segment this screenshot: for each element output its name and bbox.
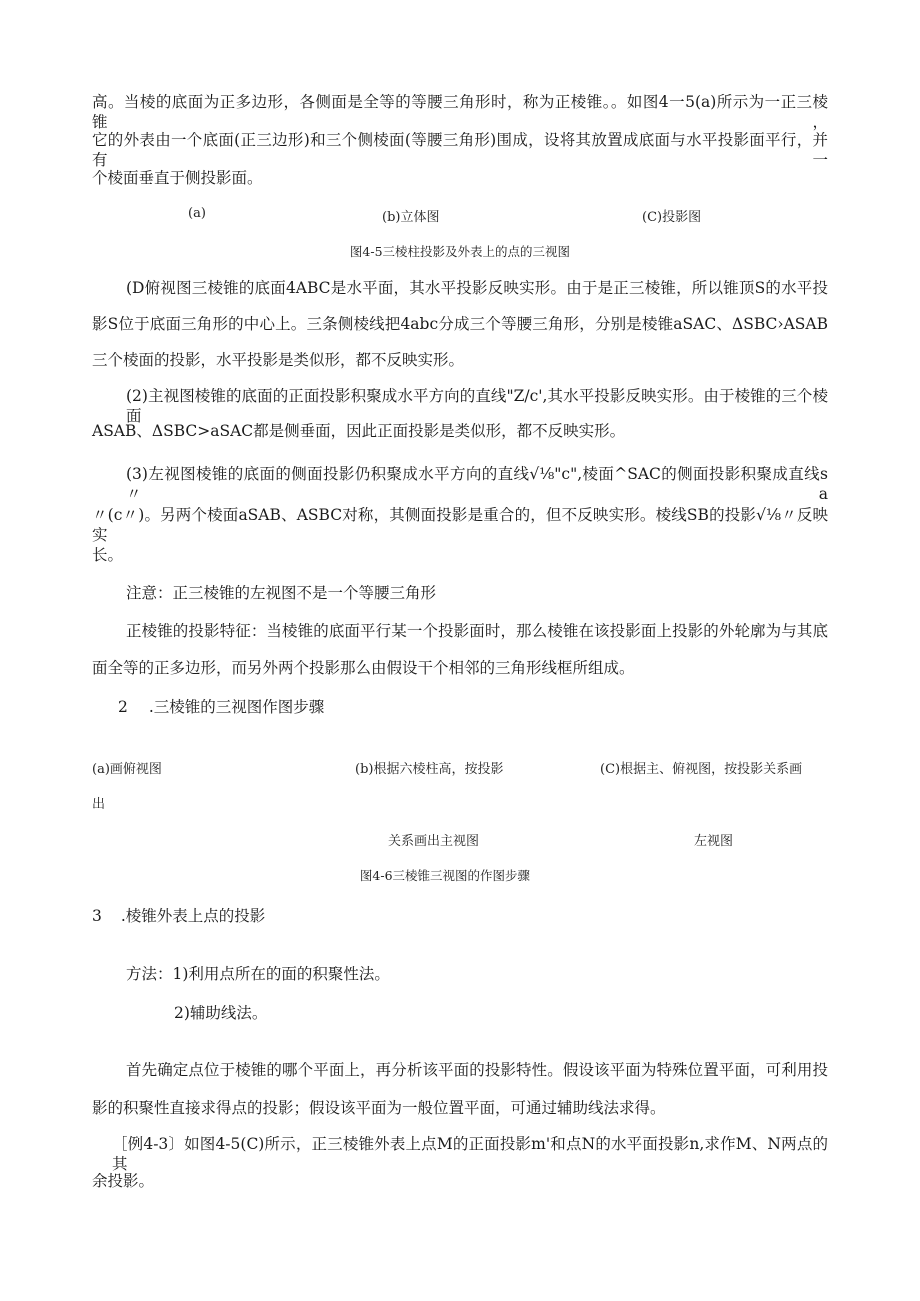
paragraph-3-line-1: (2)主视图棱锥的底面的正面投影积聚成水平方向的直线"Z/c',其水平投影反映实形。由于棱锥的三个棱面	[126, 387, 828, 425]
note-text: 注意：正三棱锥的左视图不是一个等腰三角形	[126, 584, 437, 602]
paragraph-5-line-1: 正棱锥的投影特征：当棱锥的底面平行某一个投影面时，那么棱锥在该投影面上投影的外轮廓为与其底	[126, 622, 828, 640]
fig45-label-a: (a)	[188, 206, 206, 221]
section-heading-2-text: .三棱锥的三视图作图步骤	[148, 698, 325, 716]
paragraph-5-line-2: 面全等的正多边形，而另外两个投影那么由假设干个相邻的三角形线框所组成。	[92, 659, 635, 677]
example-4-3-line-1: ［例4-3〕如图4-5(C)所示，正三棱锥外表上点M的正面投影m'和点N的水平面投影n,求作M、N两点的其	[112, 1135, 828, 1173]
fig46-label-b-cont: 关系画出主视图	[388, 834, 480, 849]
section-heading-3-text: .棱锥外表上点的投影	[120, 907, 266, 925]
method-2: 2)辅助线法。	[174, 1004, 268, 1022]
paragraph-6-line-2: 影的积聚性直接求得点的投影；假设该平面为一般位置平面，可通过辅助线法求得。	[92, 1099, 666, 1117]
paragraph-2-line-1: (D俯视图三棱锥的底面4ABC是水平面，其水平投影反映实形。由于是正三棱锥，所以锥顶S的水平投	[126, 279, 828, 297]
fig46-label-b: (b)根据六棱柱高，按投影	[355, 762, 504, 777]
section-heading-3	[92, 906, 265, 926]
fig45-label-b: (b)立体图	[382, 210, 440, 225]
paragraph-1-line-2: 它的外表由一个底面(正三边形)和三个侧棱面(等腰三角形)围成，设将其放置成底面与水平投影面平行，并有一	[92, 131, 828, 169]
paragraph-4-line-3: 长。	[92, 546, 124, 564]
fig46-label-c-cont: 左视图	[694, 834, 734, 849]
section-heading-2	[118, 697, 324, 717]
paragraph-1-line-3: 个棱面垂直于侧投影面。	[92, 169, 263, 187]
example-4-3-line-2: 余投影。	[92, 1172, 155, 1190]
paragraph-2-line-2: 影S位于底面三角形的中心上。三条侧棱线把4abc分成三个等腰三角形，分别是棱锥aSAC、ΔSBC›ASAB	[92, 315, 828, 333]
paragraph-1-line-1: 高。当棱的底面为正多边形，各侧面是全等的等腰三角形时，称为正棱锥。。如图4一5(a)所示为一正三棱锥，	[92, 93, 828, 131]
fig46-label-c: (C)根据主、俯视图，按投影关系画	[600, 762, 803, 777]
paragraph-6-line-1: 首先确定点位于棱锥的哪个平面上，再分析该平面的投影特性。假设该平面为特殊位置平面，可利用投	[126, 1061, 828, 1079]
paragraph-2-line-3: 三个棱面的投影，水平投影是类似形，都不反映实形。	[92, 351, 465, 369]
method-1: 方法：1)利用点所在的面的积聚性法。	[126, 965, 390, 983]
fig46-label-a-cont: 出	[92, 797, 106, 812]
fig45-caption: 图4-5三棱柱投影及外表上的点的三视图	[349, 244, 571, 259]
paragraph-4-line-1: (3)左视图棱锥的底面的侧面投影仍积聚成水平方向的直线√⅛"c",棱面^SAC的侧面投影积聚成直线s〃a	[126, 465, 828, 503]
section-heading-3-number: 3	[92, 907, 102, 925]
fig46-caption: 图4-6三棱锥三视图的作图步骤	[359, 868, 531, 883]
fig45-label-c: (C)投影图	[642, 210, 702, 225]
section-heading-2-number: 2	[118, 698, 128, 716]
fig46-label-a: (a)画俯视图	[92, 762, 162, 777]
paragraph-3-line-2: ASAB、ΔSBC>aSAC都是侧垂面，因此正面投影是类似形，都不反映实形。	[92, 422, 626, 440]
paragraph-4-line-2: 〃(c〃)。另两个棱面aSAB、ASBC对称，其侧面投影是重合的，但不反映实形。棱线SB的投影√⅛〃反映实	[92, 506, 828, 544]
